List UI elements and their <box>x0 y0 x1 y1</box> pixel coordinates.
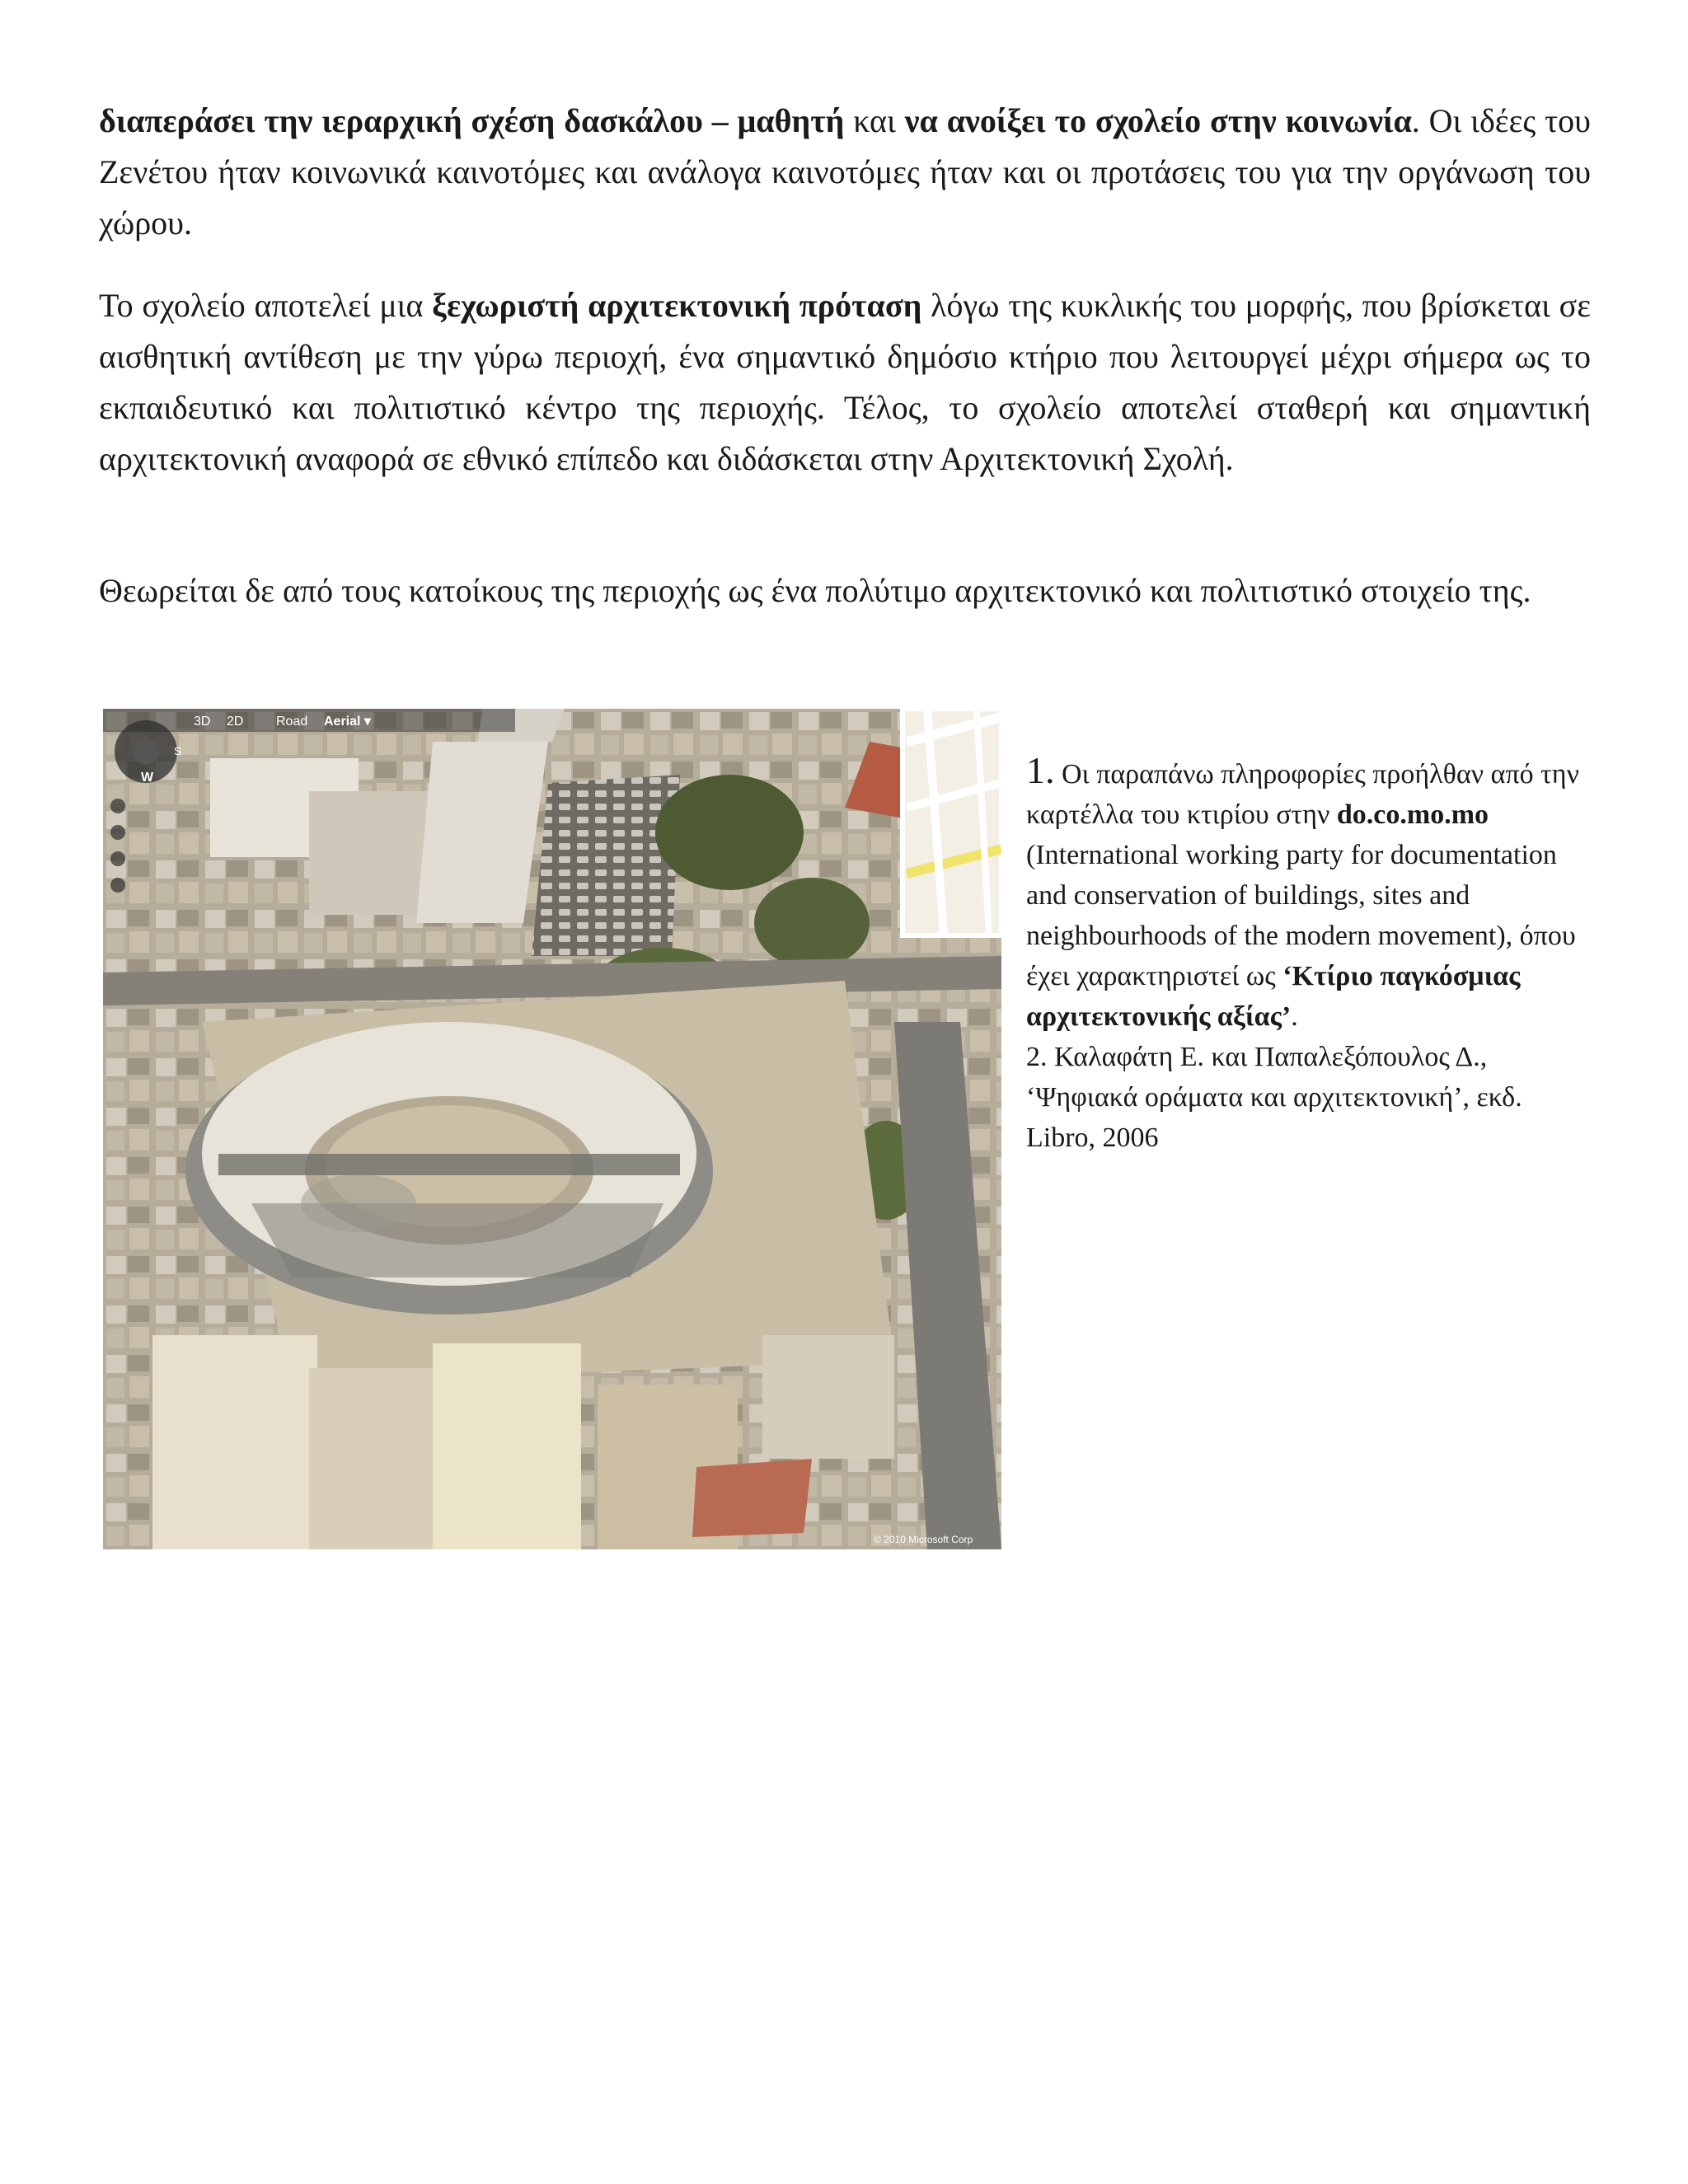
footnote-1-text: Οι παραπάνω πληροφορίες προήλθαν από την καρτέλλα του κτιρίου στην <box>1026 759 1579 830</box>
aerial-photo-illustration <box>103 709 1001 1549</box>
red-roof <box>692 1459 812 1537</box>
footnote-1-number: 1. <box>1026 749 1055 791</box>
footnote-1-text: . <box>1291 1001 1298 1032</box>
text-segment: λόγω της κυκλικής του μορφής, που βρίσκεται σε αισθητική αντίθεση με την γύρω περιοχή, ένα σημαντικό δημόσιο κτήριο που λειτουργεί μέχρι σήμερα ως το εκπαιδευτικό και πολιτιστικό κέντρο της περιοχής. Τέλος, το σχολείο αποτελεί σταθερή και σημαντική αρχιτεκτονική αναφορά σε εθνικό επίπεδο και διδάσκεται στην Αρχιτεκτονική Σχολή. <box>99 287 1591 477</box>
footnote-1-heritage-status: ‘Κτίριο παγκόσμιας αρχιτεκτονικής αξίας’ <box>1026 961 1521 1032</box>
zoom-out-icon[interactable] <box>110 825 125 840</box>
footnote-1-text: (International working party for documentation and conservation of buildings, sites and neighbourhoods of the modern movement), όπου έχει χαρακτηριστεί ως <box>1026 840 1576 991</box>
zoom-in-icon[interactable] <box>110 799 125 813</box>
minimap-inset <box>903 709 1001 935</box>
bold-phrase-hierarchy: διαπεράσει την ιεραρχική σχέση δασκάλου – μαθητή <box>99 102 845 139</box>
building <box>152 1335 317 1549</box>
building <box>433 1343 581 1549</box>
bold-phrase-open-school: να ανοίξει το σχολείο στην κοινωνία <box>904 102 1412 139</box>
text-segment: και <box>844 102 905 139</box>
footnote-2: 2. Καλαφάτη Ε. και Παπαλεξόπουλος Δ., ‘Ψηφιακά οράματα και αρχιτεκτονική’, εκδ. Libro, 2006 <box>1026 1042 1522 1153</box>
text-segment: . Οι ιδέες του Ζενέτου ήταν κοινωνικά καινοτόμες και ανάλογα καινοτόμες ήταν και οι προτάσεις του για την οργάνωση του χώρου. <box>99 102 1591 241</box>
paragraph-2 <box>99 280 1591 485</box>
rotate-right-icon[interactable] <box>110 851 125 866</box>
paragraph-3 <box>99 565 1591 616</box>
text-segment: Το σχολείο αποτελεί μια <box>99 287 433 324</box>
compass-w: W <box>141 771 154 785</box>
trees <box>655 775 804 890</box>
aerial-photo <box>103 709 1001 1549</box>
map-tab-road[interactable]: Road <box>276 715 308 729</box>
footnote-1-docomomo: do.co.mo.mo <box>1336 799 1489 830</box>
paragraph-1 <box>99 96 1591 249</box>
compass-s: S <box>174 744 182 757</box>
map-tab-2d[interactable]: 2D <box>227 715 244 729</box>
map-tab-aerial[interactable]: Aerial ▾ <box>324 715 371 729</box>
bold-phrase-architectural-proposal: ξεχωριστή αρχιτεκτονική πρόταση <box>432 287 922 324</box>
map-tab-3d[interactable]: 3D <box>194 715 211 729</box>
parking-lot <box>532 775 680 956</box>
map-copyright: © 2010 Microsoft Corp <box>874 1534 973 1545</box>
footnotes <box>1026 750 1595 1158</box>
rotate-left-icon[interactable] <box>110 878 125 893</box>
text-segment: Θεωρείται δε από τους κατοίκους της περιοχής ως ένα πολύτιμο αρχιτεκτονικό και πολιτιστικό στοιχείο της. <box>99 572 1531 609</box>
